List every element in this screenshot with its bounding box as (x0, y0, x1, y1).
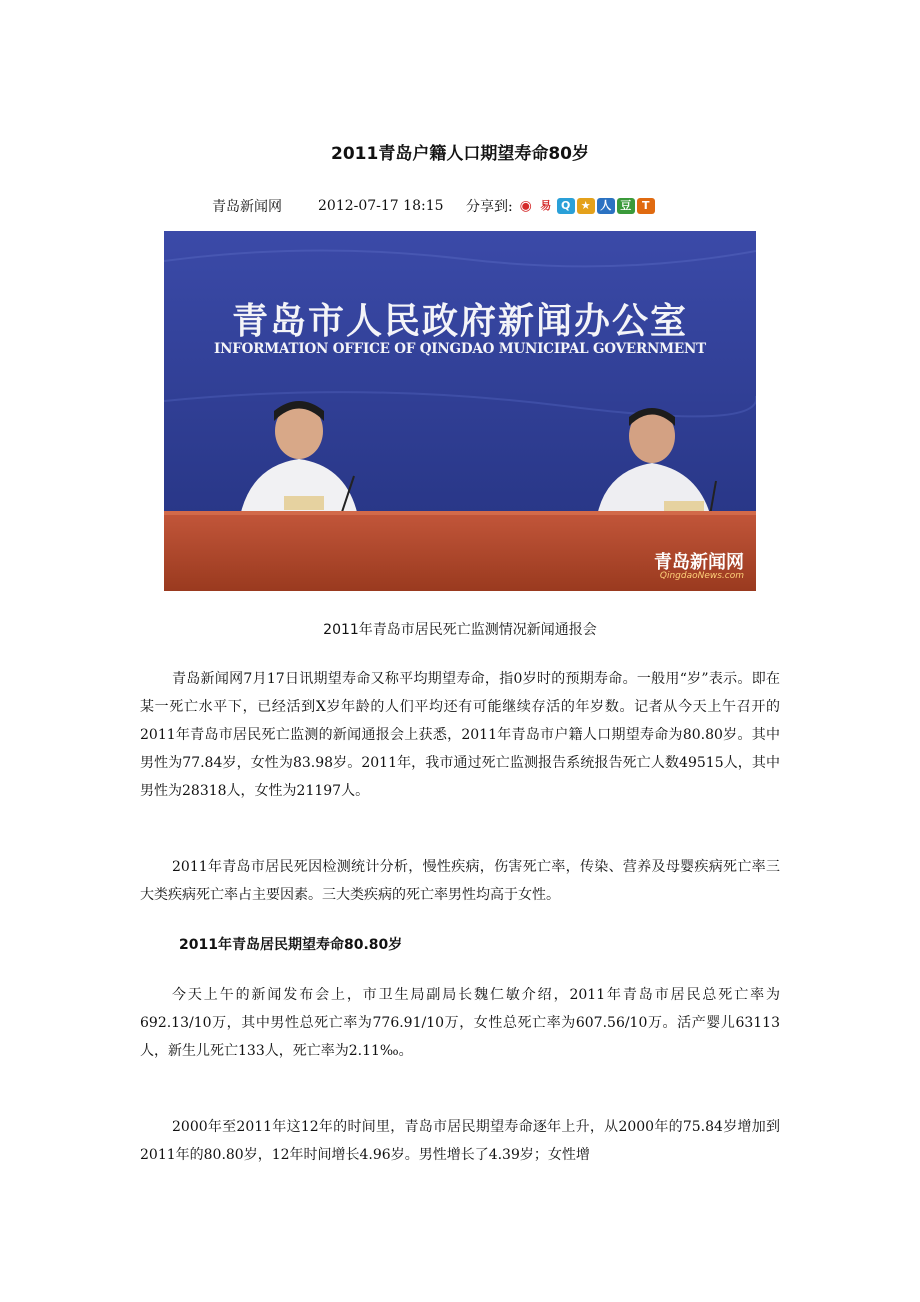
watermark-en: QingdaoNews.com (659, 571, 744, 581)
photo-caption: 2011年青岛市居民死亡监测情况新闻通报会 (323, 622, 597, 638)
sina-weibo-icon[interactable]: ◉ (517, 198, 535, 214)
banner-english: INFORMATION OFFICE OF QINGDAO MUNICIPAL GOVERNMENT (214, 341, 706, 357)
paragraph-3: 今天上午的新闻发布会上，市卫生局副局长魏仁敏介绍，2011年青岛市居民总死亡率为692.13/10万，其中男性总死亡率为776.91/10万，女性总死亡率为607.56/10万。活产婴儿63113人，新生儿死亡133人，死亡率为2.11‰。 (140, 987, 780, 1059)
douban-icon[interactable]: 豆 (617, 198, 635, 214)
t-icon[interactable]: T (637, 198, 655, 214)
article-title: 2011青岛户籍人口期望寿命80岁 (331, 144, 589, 164)
article-source: 青岛新闻网 (212, 199, 282, 215)
qzone-icon[interactable]: ★ (577, 198, 595, 214)
article-date: 2012-07-17 18:15 (318, 198, 444, 214)
subheading: 2011年青岛居民期望寿命80.80岁 (179, 937, 403, 953)
paragraph-2: 2011年青岛市居民死因检测统计分析，慢性疾病，伤害死亡率，传染、营养及母婴疾病死亡率三大类疾病死亡率占主要因素。三大类疾病的死亡率男性均高于女性。 (140, 859, 780, 903)
watermark-logo (654, 554, 744, 581)
tencent-weibo-icon[interactable]: Q (557, 198, 575, 214)
press-conference-photo (164, 231, 756, 591)
renren-icon[interactable]: 人 (597, 198, 615, 214)
share-label: 分享到: (466, 199, 513, 215)
netease-icon[interactable]: 易 (537, 198, 555, 214)
paragraph-1: 青岛新闻网7月17日讯期望寿命又称平均期望寿命，指0岁时的预期寿命。一般用“岁”表示。即在某一死亡水平下，已经活到X岁年龄的人们平均还有可能继续存活的年岁数。记者从今天上午召开的2011年青岛市居民死亡监测的新闻通报会上获悉，2011年青岛市户籍人口期望寿命为80.80岁。其中男性为77.84岁，女性为83.98岁。2011年，我市通过死亡监测报告系统报告死亡人数49515人，其中男性为28318人，女性为21197人。 (140, 671, 780, 799)
watermark-cn: 青岛新闻网 (654, 552, 744, 573)
article-meta (212, 196, 655, 216)
share-icons (517, 198, 655, 214)
paragraph-4: 2000年至2011年这12年的时间里，青岛市居民期望寿命逐年上升，从2000年的75.84岁增加到2011年的80.80岁，12年时间增长4.96岁。男性增长了4.39岁；女性增 (140, 1119, 780, 1163)
photo-scene (164, 231, 756, 591)
banner-chinese: 青岛市人民政府新闻办公室 (231, 301, 688, 342)
